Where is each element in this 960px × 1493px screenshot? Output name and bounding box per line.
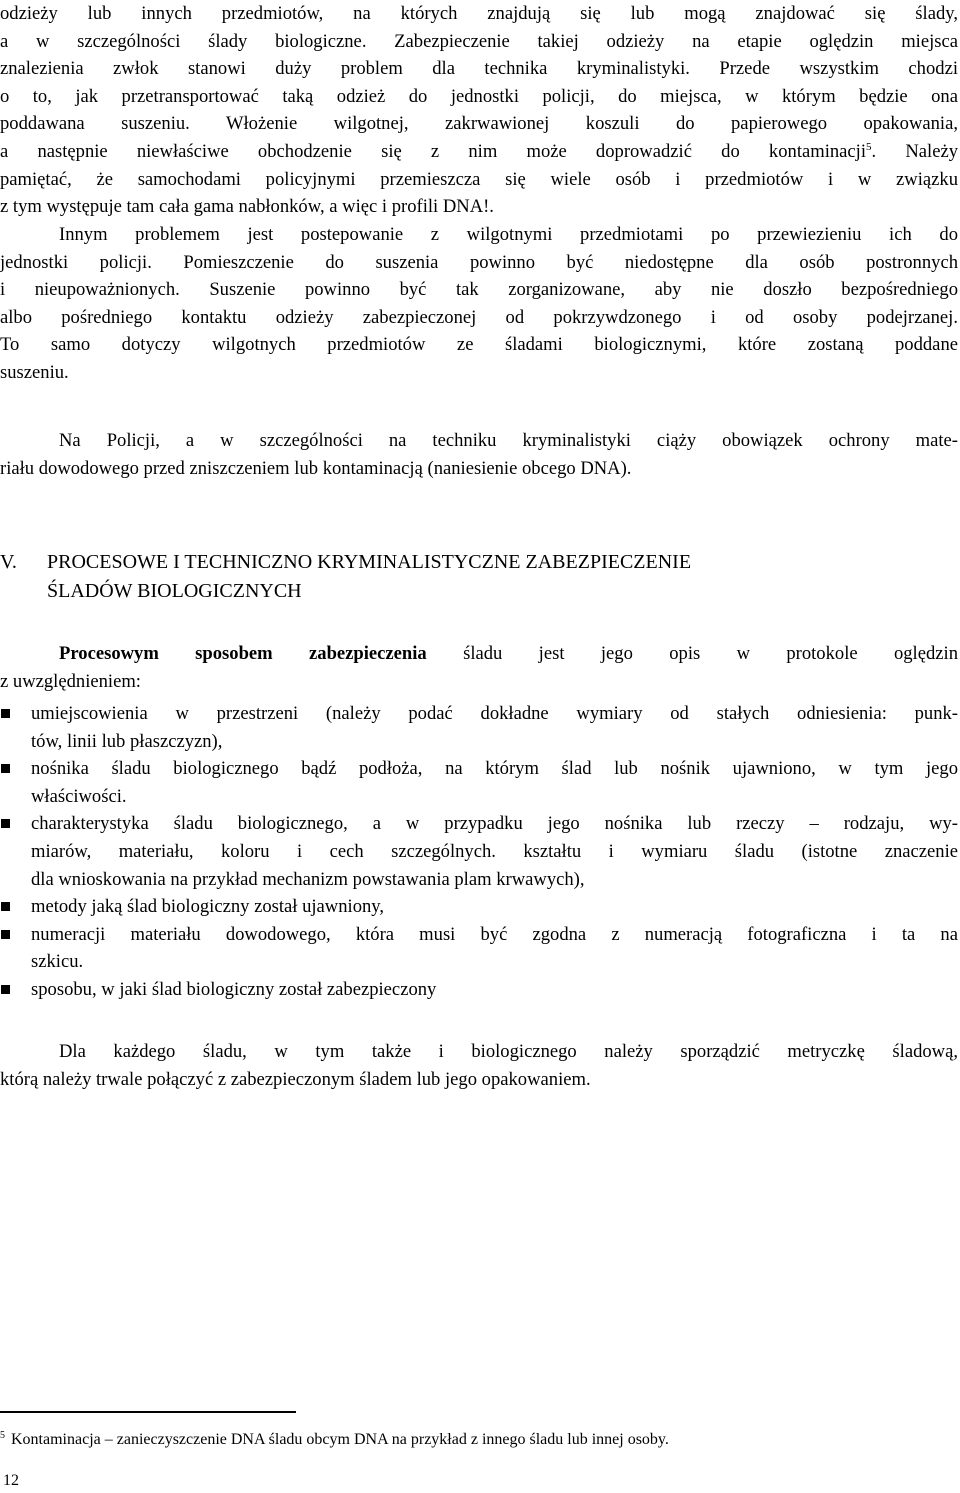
text-line: albo pośredniego kontaktu odzieży zabezpieczonej od pokrzywdzonego i od osoby podejrzanej. bbox=[0, 306, 958, 328]
text-line: umiejscowienia w przestrzeni (należy podać dokładne wymiary od stałych odniesienia: punk- bbox=[31, 703, 958, 724]
footnote-number: 5 bbox=[0, 1429, 5, 1441]
text-line: charakterystyka śladu biologicznego, a w przypadku jego nośnika lub rzeczy – rodzaju, wy- bbox=[31, 813, 958, 835]
square-bullet-icon bbox=[1, 819, 10, 828]
text-line: To samo dotyczy wilgotnych przedmiotów ze śladami biologicznymi, które zostaną poddane bbox=[0, 334, 958, 356]
list-item bbox=[0, 893, 958, 921]
square-bullet-icon bbox=[1, 902, 10, 911]
paragraph-procedural-securing bbox=[0, 640, 958, 695]
square-bullet-icon bbox=[1, 985, 10, 994]
text-line: suszeniu. bbox=[0, 361, 69, 383]
square-bullet-icon bbox=[1, 930, 10, 939]
list-item bbox=[0, 976, 958, 1004]
list-item bbox=[0, 755, 958, 810]
text-line: tów, linii lub płaszczyzn), bbox=[31, 730, 223, 752]
text-line: miarów, materiału, koloru i cech szczególnych. kształtu i wymiaru śladu (istotne znaczenie bbox=[31, 840, 958, 862]
paragraph-drying-room bbox=[0, 221, 958, 387]
paragraph-clothing-transport bbox=[0, 0, 958, 221]
text-line: metody jaką ślad biologiczny został ujawniony, bbox=[31, 896, 385, 918]
text-line: poddawana suszeniu. Włożenie wilgotnej, zakrwawionej koszuli do papierowego opakowania, bbox=[0, 113, 958, 135]
square-bullet-icon bbox=[1, 764, 10, 773]
text-fragment: . Należy bbox=[871, 140, 959, 162]
bold-term: Procesowym sposobem zabezpieczenia bbox=[59, 643, 427, 664]
text-fragment: śladu jest jego opis w protokole oględzin bbox=[426, 643, 958, 664]
text-line: riału dowodowego przed zniszczeniem lub kontaminacją (naniesienie obcego DNA). bbox=[0, 457, 632, 479]
text-line: i nieupoważnionych. Suszenie powinno być tak zorganizowane, aby nie doszło bezpośredniego bbox=[0, 279, 958, 301]
text-line: znalezienia zwłok stanowi duży problem dla technika kryminalistyki. Przede wszystkim chodzi bbox=[0, 58, 958, 80]
section-number: V. bbox=[0, 551, 17, 573]
square-bullet-icon bbox=[1, 709, 10, 718]
text-line bbox=[0, 640, 958, 668]
footnote-text: Kontaminacja – zanieczyszczenie DNA śladu obcym DNA na przykład z innego śladu lub innej osoby. bbox=[11, 1431, 669, 1448]
page-number: 12 bbox=[3, 1472, 19, 1489]
list-item bbox=[0, 700, 958, 755]
text-line: z uwzględnieniem: bbox=[0, 670, 141, 692]
text-line: szkicu. bbox=[31, 951, 84, 973]
text-line: Na Policji, a w szczególności na techniku kryminalistyki ciąży obowiązek ochrony mate- bbox=[59, 430, 958, 451]
text-line: Dla każdego śladu, w tym także i biologicznego należy sporządzić metryczkę śladową, bbox=[59, 1041, 958, 1062]
paragraph-metric-tag bbox=[0, 1038, 958, 1093]
text-line: odzieży lub innych przedmiotów, na których znajdują się lub mogą znajdować się ślady, bbox=[0, 3, 958, 24]
list-item bbox=[0, 921, 958, 976]
text-line: jednostki policji. Pomieszczenie do suszenia powinno być niedostępne dla osób postronnych bbox=[0, 251, 958, 273]
text-line: którą należy trwale połączyć z zabezpieczonym śladem lub jego opakowaniem. bbox=[0, 1068, 591, 1090]
text-line: o to, jak przetransportować taką odzież do jednostki policji, do miejsca, w którym będzie ona bbox=[0, 85, 958, 107]
footnote-separator bbox=[0, 1411, 296, 1413]
section-title-line: PROCESOWE I TECHNICZNO KRYMINALISTYCZNE ZABEZPIECZENIE bbox=[47, 551, 692, 573]
bullet-list bbox=[0, 700, 958, 1004]
text-line: a w szczególności ślady biologiczne. Zabezpieczenie takiej odzieży na etapie oględzin miejsca bbox=[0, 30, 958, 52]
text-line-with-footnote bbox=[0, 138, 958, 166]
text-line: sposobu, w jaki ślad biologiczny został zabezpieczony bbox=[31, 978, 437, 1000]
text-line: nośnika śladu biologicznego bądź podłoża, na którym ślad lub nośnik ujawniono, w tym jego bbox=[31, 758, 958, 780]
text-line: właściwości. bbox=[31, 785, 127, 807]
text-line: pamiętać, że samochodami policyjnymi przemieszcza się wiele osób i przedmiotów i w związku bbox=[0, 168, 958, 190]
list-item bbox=[0, 810, 958, 893]
footnote-reference: 5 bbox=[866, 140, 872, 153]
footnote bbox=[0, 1429, 669, 1451]
text-fragment: a następnie niewłaściwe obchodzenie się z nim może doprowadzić do kontaminacji bbox=[0, 140, 867, 162]
text-line: numeracji materiału dowodowego, która musi być zgodna z numeracją fotograficzna i ta na bbox=[31, 923, 958, 945]
section-title-line: ŚLADÓW BIOLOGICZNYCH bbox=[47, 580, 302, 602]
paragraph-police-duty bbox=[0, 427, 958, 482]
text-line: Innym problemem jest postepowanie z wilgotnymi przedmiotami po przewiezieniu ich do bbox=[59, 224, 958, 245]
text-line: z tym występuje tam cała gama nabłonków, a więc i profili DNA!. bbox=[0, 196, 494, 218]
text-line: dla wnioskowania na przykład mechanizm powstawania plam krwawych), bbox=[31, 868, 585, 890]
